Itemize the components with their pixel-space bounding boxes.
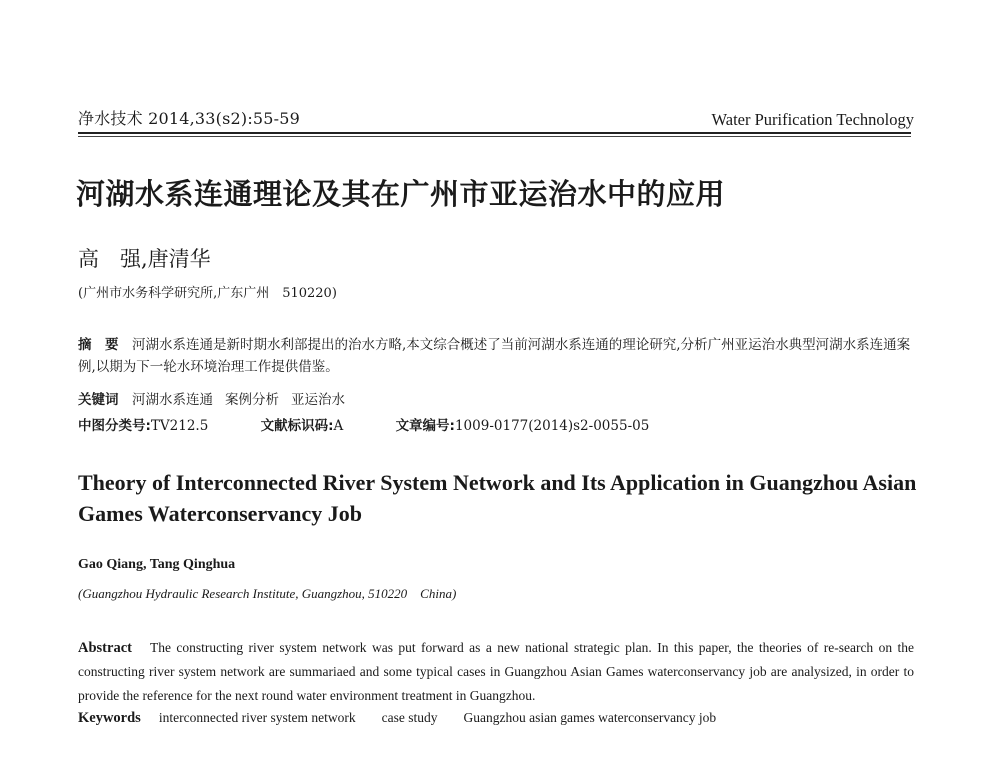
chinese-keywords-label: 关键词 (78, 392, 119, 408)
english-title: Theory of Interconnected River System Network and Its Application in Guangzhou Asian Games Waterconservancy Job (78, 470, 917, 526)
english-affiliation: (Guangzhou Hydraulic Research Institute, Guangzhou, 510220 China) (78, 586, 457, 601)
english-keyword: interconnected river system network (158, 710, 356, 725)
document-code-label: 文献标识码: (260, 418, 334, 434)
english-keywords (78, 710, 742, 727)
document-code (261, 414, 344, 434)
chinese-title: 河湖水系连通理论及其在广州市亚运治水中的应用 (76, 177, 726, 211)
chinese-abstract (78, 334, 914, 378)
chinese-keywords (78, 388, 357, 408)
chinese-keyword: 案例分析 (225, 392, 279, 408)
running-header-journal: 净水技术 2014,33(s2):55-59 (78, 109, 301, 128)
english-keywords-label: Keywords (78, 710, 141, 726)
clc-value: TV212.5 (150, 418, 209, 434)
english-abstract (78, 636, 914, 708)
article-number (396, 414, 650, 434)
chinese-abstract-text: 河湖水系连通是新时期水利部提出的治水方略,本文综合概述了当前河湖水系连通的理论研究,分析广州亚运治水典型河湖水系连通案例,以期为下一轮水环境治理工作提供借鉴。 (78, 337, 911, 375)
article-number-value: 1009-0177(2014)s2-0055-05 (454, 418, 650, 434)
english-abstract-label: Abstract (78, 640, 132, 656)
english-keyword: case study (381, 710, 438, 725)
header-rule-thin (78, 136, 911, 137)
chinese-authors: 高 强,唐清华 (78, 247, 211, 271)
chinese-keyword: 亚运治水 (291, 392, 345, 408)
running-header-journal-en: Water Purification Technology (711, 110, 914, 129)
english-keyword: Guangzhou asian games waterconservancy job (463, 710, 717, 725)
clc-label: 中图分类号: (78, 418, 151, 434)
header-rule-thick (78, 132, 911, 134)
chinese-abstract-label: 摘 要 (78, 337, 119, 353)
article-number-label: 文章编号: (395, 418, 455, 434)
english-authors: Gao Qiang, Tang Qinghua (78, 557, 236, 572)
chinese-keyword: 河湖水系连通 (132, 392, 213, 408)
document-code-value: A (333, 418, 344, 434)
classification-line (78, 414, 649, 434)
english-abstract-text: The constructing river system network was put forward as a new national strategic plan. In this paper, the theories of re-search on the constructing river system network are summariaed and some typical cases in Guangzhou Asian Games waterconservancy job are analysized, in order to provide the reference for the next round water environment treatment in Guangzhou. (78, 640, 914, 703)
chinese-affiliation: (广州市水务科学研究所,广东广州 510220) (78, 286, 337, 301)
clc-number (78, 414, 208, 434)
